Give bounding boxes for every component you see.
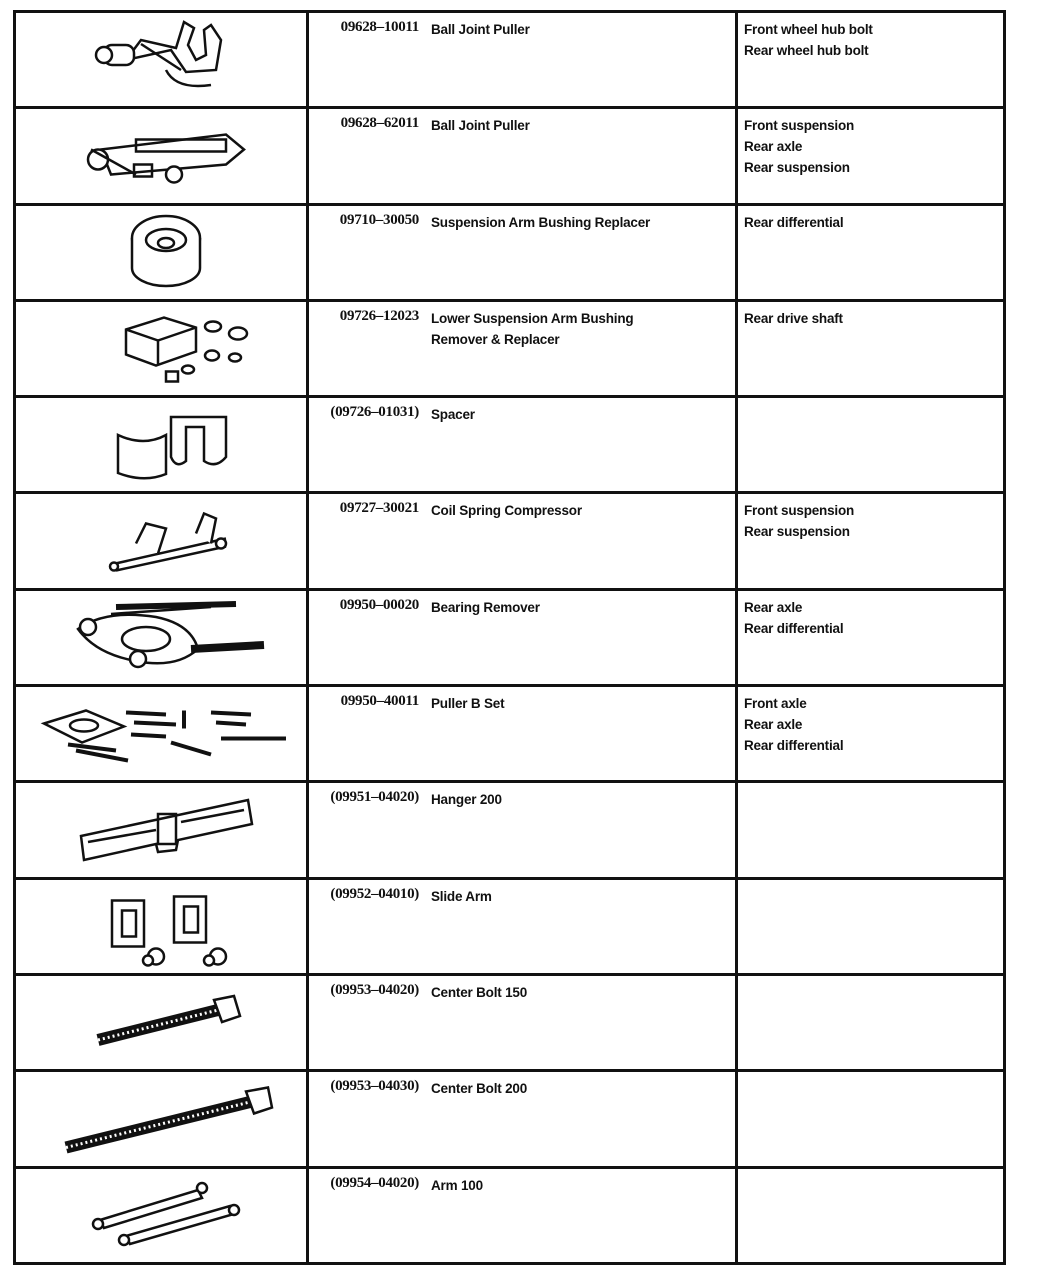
usage-cell bbox=[737, 397, 1005, 493]
table-row bbox=[15, 397, 1005, 493]
bearing-remover-icon bbox=[16, 591, 306, 681]
part-cell bbox=[308, 108, 737, 204]
bushing-replacer-icon bbox=[16, 206, 306, 296]
usage-item: Rear axle bbox=[744, 717, 803, 733]
part-number: 09628–62011 bbox=[340, 115, 419, 132]
table-row bbox=[15, 493, 1005, 589]
tool-illustration-cell bbox=[15, 1071, 308, 1167]
usage-item: Front suspension bbox=[744, 118, 855, 134]
usage-cell bbox=[737, 204, 1005, 300]
part-number: (09953–04020) bbox=[330, 981, 419, 998]
tool-illustration-cell bbox=[15, 782, 308, 878]
usage-list bbox=[738, 398, 1003, 404]
puller-set-icon bbox=[16, 687, 306, 777]
tool-name bbox=[431, 597, 731, 618]
tool-illustration-cell bbox=[15, 878, 308, 974]
bushing-remover-set-icon bbox=[16, 302, 306, 392]
tool-illustration-cell bbox=[15, 1167, 308, 1263]
tool-name-line: Remover & Replacer bbox=[431, 331, 560, 347]
part-cell bbox=[308, 1071, 737, 1167]
part-cell bbox=[308, 493, 737, 589]
table-row bbox=[15, 1071, 1005, 1167]
tool-name bbox=[431, 982, 731, 1003]
tool-illustration-cell bbox=[15, 300, 308, 396]
usage-cell bbox=[737, 300, 1005, 396]
part-cell bbox=[308, 782, 737, 878]
tool-illustration-cell bbox=[15, 12, 308, 108]
tool-illustration-cell bbox=[15, 397, 308, 493]
tool-name bbox=[431, 212, 731, 233]
part-cell bbox=[308, 300, 737, 396]
usage-list bbox=[738, 783, 1003, 789]
usage-item: Rear differential bbox=[744, 738, 844, 754]
usage-list bbox=[738, 494, 1003, 542]
tool-name bbox=[431, 404, 731, 425]
center-bolt-icon bbox=[16, 1072, 306, 1162]
tool-illustration-cell bbox=[15, 493, 308, 589]
part-cell bbox=[308, 878, 737, 974]
usage-list bbox=[738, 302, 1003, 329]
tool-name bbox=[431, 789, 731, 810]
tool-name-line: Slide Arm bbox=[431, 888, 492, 904]
table-row bbox=[15, 108, 1005, 204]
part-cell bbox=[308, 397, 737, 493]
usage-cell bbox=[737, 974, 1005, 1070]
tool-illustration-cell bbox=[15, 589, 308, 685]
usage-cell bbox=[737, 589, 1005, 685]
usage-item: Rear differential bbox=[744, 620, 844, 636]
part-number: 09950–00020 bbox=[339, 596, 419, 613]
usage-item: Rear differential bbox=[744, 214, 844, 230]
usage-item: Rear suspension bbox=[744, 160, 850, 176]
tool-name bbox=[431, 693, 731, 714]
part-cell bbox=[308, 1167, 737, 1263]
usage-cell bbox=[737, 1071, 1005, 1167]
tool-name-line: Spacer bbox=[431, 407, 475, 423]
usage-cell bbox=[737, 1167, 1005, 1263]
table-row bbox=[15, 782, 1005, 878]
part-number: (09954–04020) bbox=[330, 1174, 419, 1191]
usage-list bbox=[738, 591, 1003, 639]
usage-cell bbox=[737, 12, 1005, 108]
usage-cell bbox=[737, 493, 1005, 589]
usage-item: Rear drive shaft bbox=[744, 310, 843, 326]
table-row bbox=[15, 12, 1005, 108]
usage-list bbox=[738, 976, 1003, 982]
tool-name bbox=[431, 308, 731, 350]
usage-cell bbox=[737, 782, 1005, 878]
usage-list bbox=[738, 687, 1003, 756]
table-row bbox=[15, 204, 1005, 300]
tool-name-line: Hanger 200 bbox=[431, 792, 502, 808]
part-number: 09628–10011 bbox=[340, 19, 419, 35]
table-row bbox=[15, 686, 1005, 782]
table-row bbox=[15, 974, 1005, 1070]
usage-item: Front wheel hub bolt bbox=[744, 22, 873, 37]
center-bolt-icon bbox=[16, 976, 306, 1066]
part-number: 09726–12023 bbox=[339, 307, 419, 324]
part-number: (09953–04030) bbox=[330, 1078, 419, 1095]
hanger-icon bbox=[16, 783, 306, 873]
usage-list bbox=[738, 206, 1003, 233]
tool-name bbox=[431, 19, 731, 40]
part-cell bbox=[308, 974, 737, 1070]
tool-name-line: Arm 100 bbox=[431, 1177, 483, 1193]
tool-illustration-cell bbox=[15, 204, 308, 300]
tool-name-line: Coil Spring Compressor bbox=[431, 503, 582, 519]
usage-cell bbox=[737, 878, 1005, 974]
usage-list bbox=[738, 13, 1003, 61]
ball-joint-puller-icon bbox=[16, 13, 306, 103]
tool-name-line: Suspension Arm Bushing Replacer bbox=[431, 214, 651, 230]
table-row bbox=[15, 1167, 1005, 1263]
part-cell bbox=[308, 204, 737, 300]
tool-illustration-cell bbox=[15, 974, 308, 1070]
special-service-tools-table bbox=[13, 10, 1006, 1265]
tool-illustration-cell bbox=[15, 108, 308, 204]
usage-list bbox=[738, 1169, 1003, 1175]
tool-name-line: Center Bolt 200 bbox=[431, 1081, 528, 1097]
tool-name bbox=[431, 1175, 731, 1196]
tool-illustration-cell bbox=[15, 686, 308, 782]
tool-name-line: Ball Joint Puller bbox=[431, 22, 530, 37]
table-row bbox=[15, 589, 1005, 685]
tool-name-line: Ball Joint Puller bbox=[431, 118, 530, 134]
usage-item: Rear suspension bbox=[744, 524, 850, 540]
usage-item: Rear axle bbox=[744, 599, 803, 615]
usage-item: Rear axle bbox=[744, 139, 803, 155]
part-number: (09952–04010) bbox=[330, 885, 419, 902]
usage-item: Front axle bbox=[744, 696, 807, 712]
ball-joint-puller-icon bbox=[16, 109, 306, 199]
tool-name bbox=[431, 500, 731, 521]
table-row bbox=[15, 878, 1005, 974]
tool-name bbox=[431, 115, 731, 136]
tool-name-line: Puller B Set bbox=[431, 696, 505, 712]
tool-name-line: Bearing Remover bbox=[431, 599, 540, 615]
tool-name-line: Center Bolt 150 bbox=[431, 984, 528, 1000]
part-number: 09950–40011 bbox=[340, 693, 419, 710]
part-number: (09951–04020) bbox=[330, 789, 419, 806]
part-number: 09710–30050 bbox=[339, 211, 419, 228]
usage-cell bbox=[737, 686, 1005, 782]
coil-spring-compressor-icon bbox=[16, 494, 306, 584]
part-cell bbox=[308, 12, 737, 108]
slide-arm-icon bbox=[16, 880, 306, 970]
part-cell bbox=[308, 686, 737, 782]
tool-name-line: Lower Suspension Arm Bushing bbox=[431, 310, 634, 326]
usage-cell bbox=[737, 108, 1005, 204]
arm-icon bbox=[16, 1169, 306, 1259]
table-row bbox=[15, 300, 1005, 396]
part-number: (09726–01031) bbox=[330, 404, 419, 421]
usage-list bbox=[738, 109, 1003, 178]
usage-item: Rear wheel hub bolt bbox=[744, 43, 869, 58]
tool-name bbox=[431, 886, 731, 907]
tool-name bbox=[431, 1078, 731, 1099]
usage-item: Front suspension bbox=[744, 503, 855, 519]
usage-list bbox=[738, 1072, 1003, 1078]
part-cell bbox=[308, 589, 737, 685]
part-number: 09727–30021 bbox=[339, 500, 419, 517]
spacer-icon bbox=[16, 398, 306, 488]
usage-list bbox=[738, 880, 1003, 886]
